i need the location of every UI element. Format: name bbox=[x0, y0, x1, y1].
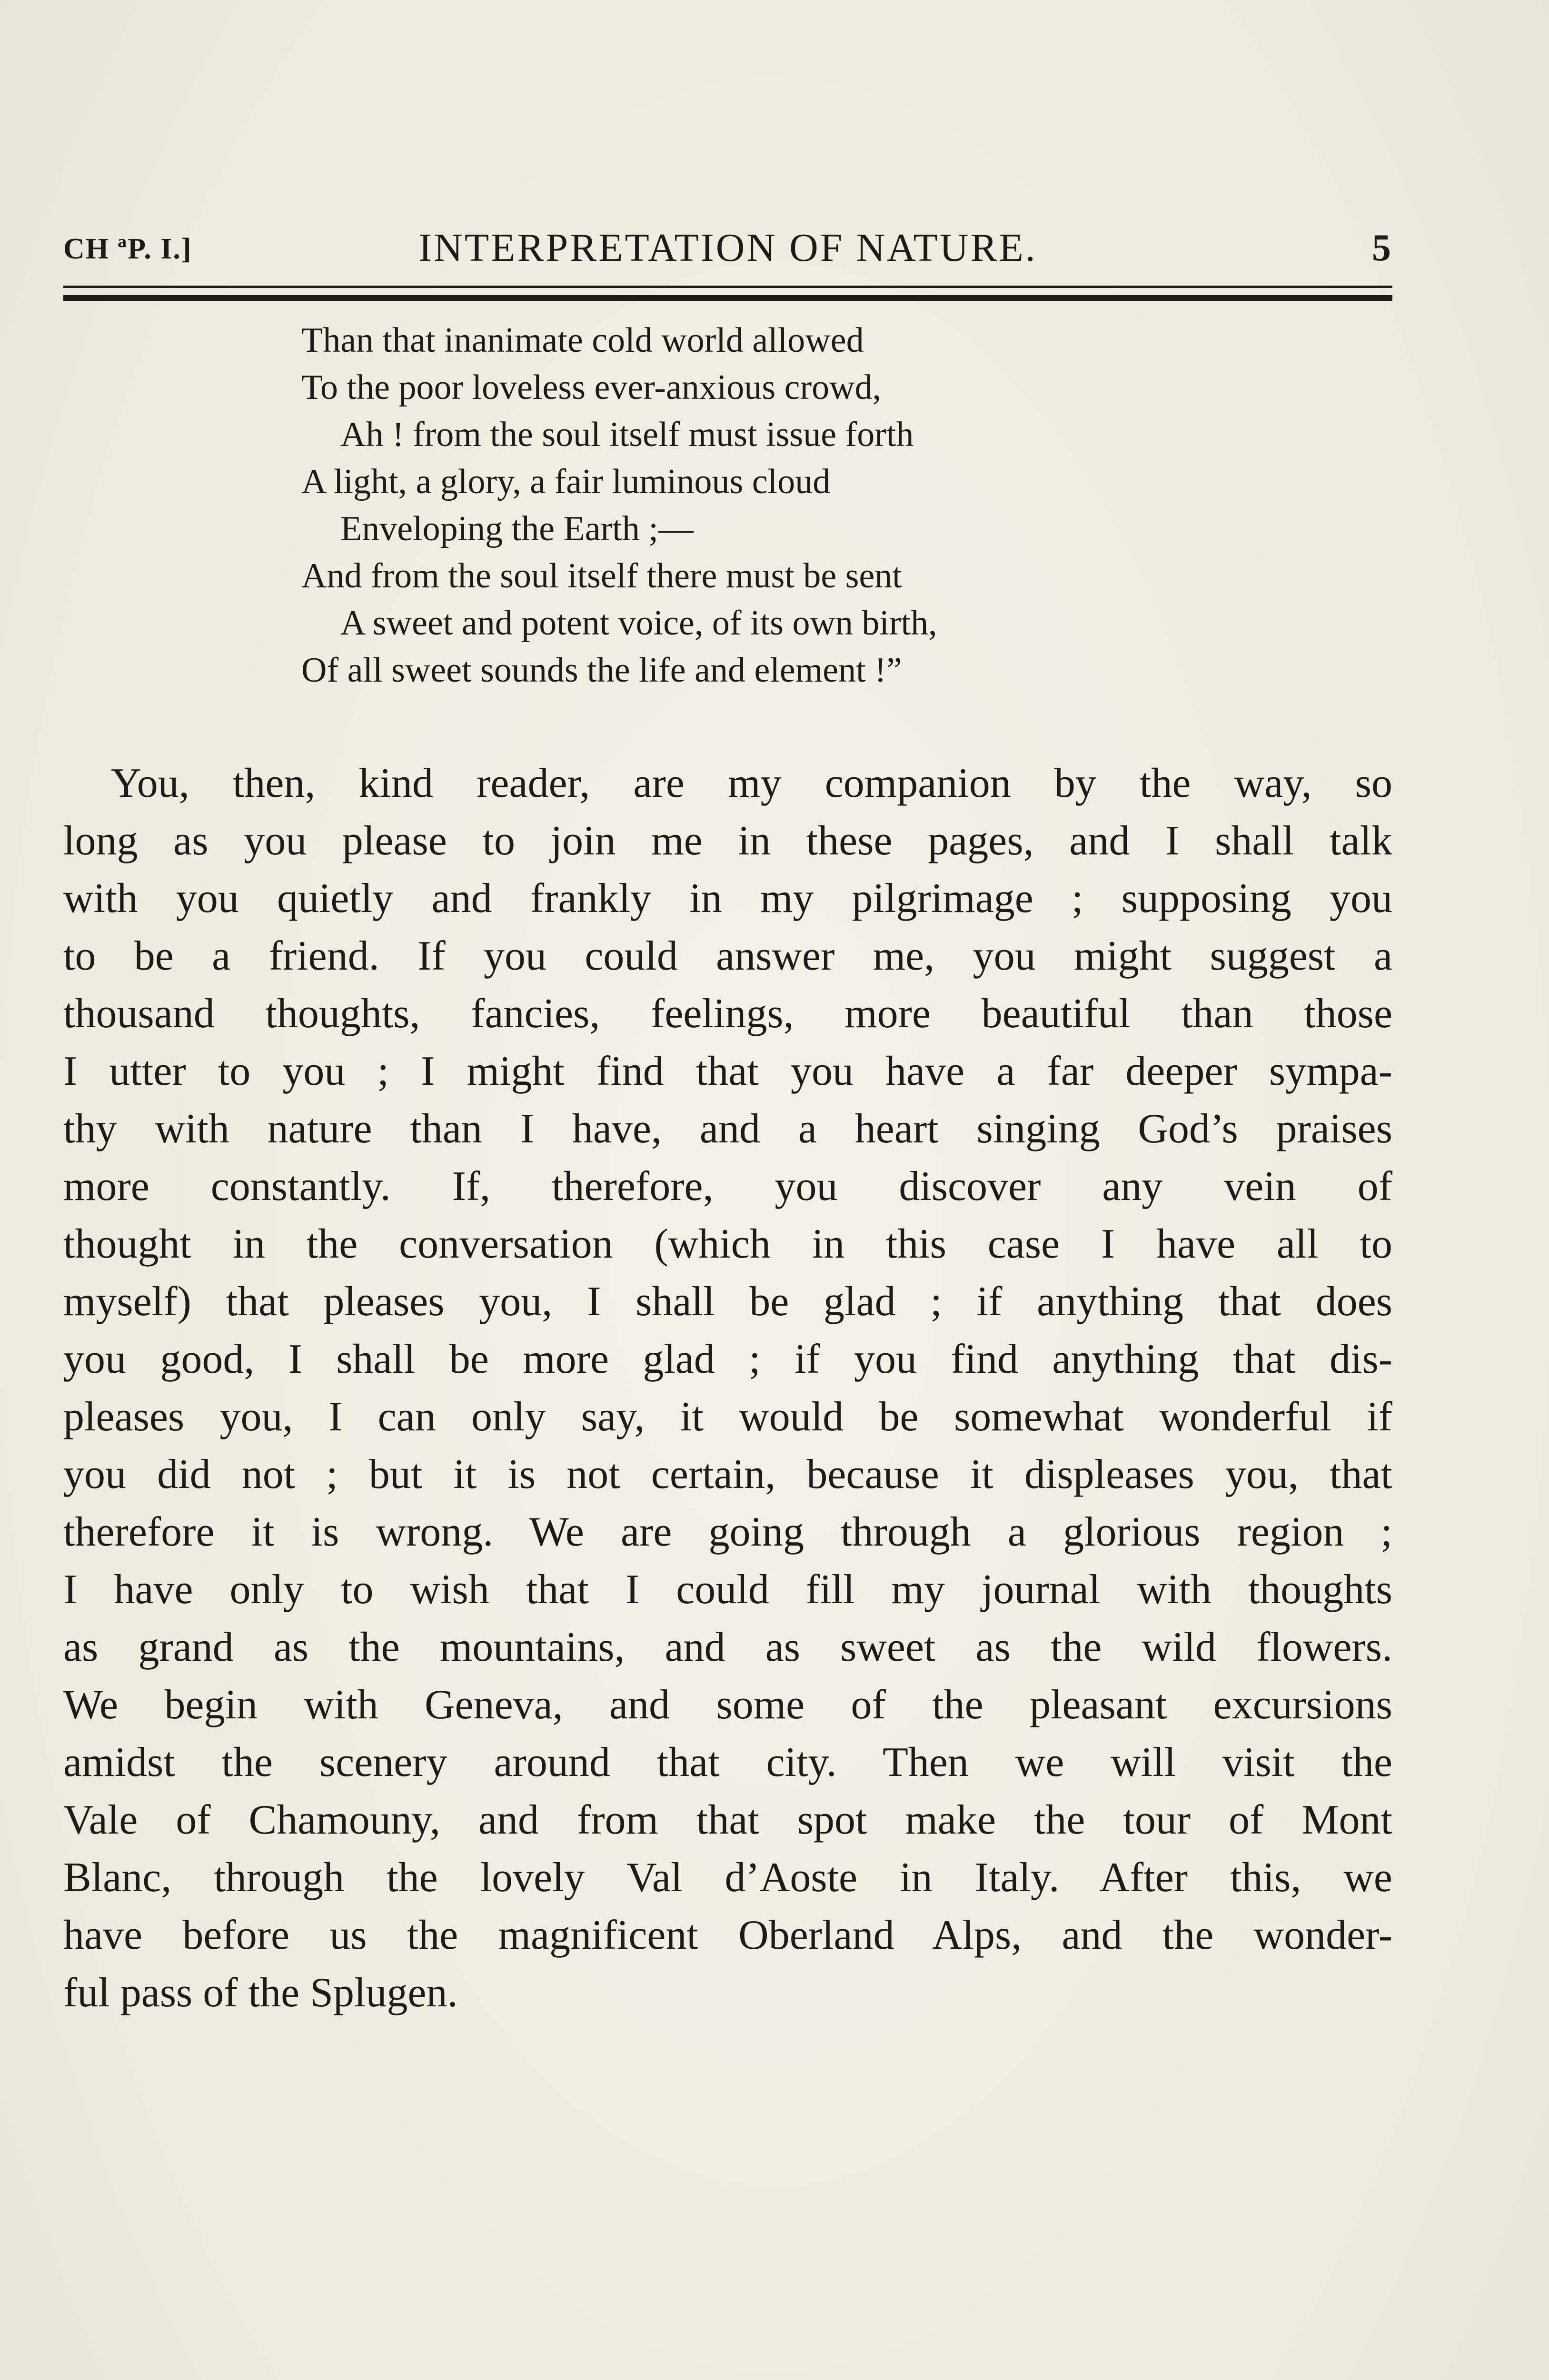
paragraph-line: I utter to you ; I might find that you have a far deeper sympa- bbox=[63, 1048, 1392, 1094]
body-paragraph bbox=[63, 754, 1392, 2022]
running-head bbox=[63, 219, 1392, 281]
paragraph-line: more constantly. If, therefore, you discover any vein of bbox=[63, 1163, 1392, 1210]
paragraph-line: with you quietly and frankly in my pilgrimage ; supposing you bbox=[63, 875, 1392, 922]
verse-line: Enveloping the Earth ;— bbox=[340, 509, 694, 548]
chapter-marker: CH ªP. I.] bbox=[63, 233, 192, 265]
paragraph-line: long as you please to join me in these pages, and I shall talk bbox=[63, 818, 1392, 864]
header-rule-thick bbox=[63, 295, 1392, 301]
paragraph-line: You, then, kind reader, are my companion by the way, so bbox=[111, 760, 1392, 806]
paragraph-line: thought in the conversation (which in this case I have all to bbox=[63, 1221, 1392, 1267]
paragraph-line: as grand as the mountains, and as sweet as the wild flowers. bbox=[63, 1624, 1392, 1670]
paragraph-line: pleases you, I can only say, it would be somewhat wonderful if bbox=[63, 1394, 1392, 1440]
paragraph-line: amidst the scenery around that city. Then we will visit the bbox=[63, 1739, 1392, 1785]
paragraph-line: I have only to wish that I could fill my journal with thoughts bbox=[63, 1567, 1392, 1613]
paragraph-line: to be a friend. If you could answer me, you might suggest a bbox=[63, 933, 1392, 979]
paragraph-line: Blanc, through the lovely Val d’Aoste in Italy. After this, we bbox=[63, 1854, 1392, 1901]
verse-line: Ah ! from the soul itself must issue forth bbox=[340, 415, 914, 454]
paragraph-line: ful pass of the Splugen. bbox=[63, 1970, 458, 2016]
verse-line: To the poor loveless ever-anxious crowd, bbox=[301, 368, 882, 407]
verse-line: Of all sweet sounds the life and element !” bbox=[301, 651, 902, 690]
verse-line: A light, a glory, a fair luminous cloud bbox=[301, 462, 831, 501]
verse-line: And from the soul itself there must be sent bbox=[301, 556, 902, 595]
paragraph-line: myself) that pleases you, I shall be glad ; if anything that does bbox=[63, 1279, 1392, 1325]
running-title: INTERPRETATION OF NATURE. bbox=[418, 226, 1037, 270]
header-rule-thin bbox=[63, 286, 1392, 288]
paragraph-line: you did not ; but it is not certain, because it displeases you, that bbox=[63, 1451, 1392, 1497]
verse-quotation bbox=[301, 317, 1253, 694]
paragraph-line: thousand thoughts, fancies, feelings, more beautiful than those bbox=[63, 991, 1392, 1037]
paragraph-line: you good, I shall be more glad ; if you find anything that dis- bbox=[63, 1336, 1392, 1382]
paragraph-line: have before us the magnificent Oberland Alps, and the wonder- bbox=[63, 1912, 1392, 1958]
paragraph-line: Vale of Chamouny, and from that spot make the tour of Mont bbox=[63, 1797, 1392, 1843]
verse-line: Than that inanimate cold world allowed bbox=[301, 321, 864, 360]
paragraph-line: We begin with Geneva, and some of the pleasant excursions bbox=[63, 1682, 1392, 1728]
page-number: 5 bbox=[1372, 227, 1392, 269]
paragraph-line: thy with nature than I have, and a heart singing God’s praises bbox=[63, 1106, 1392, 1152]
verse-line: A sweet and potent voice, of its own birth, bbox=[340, 604, 937, 643]
paragraph-line: therefore it is wrong. We are going through a glorious region ; bbox=[63, 1509, 1392, 1555]
